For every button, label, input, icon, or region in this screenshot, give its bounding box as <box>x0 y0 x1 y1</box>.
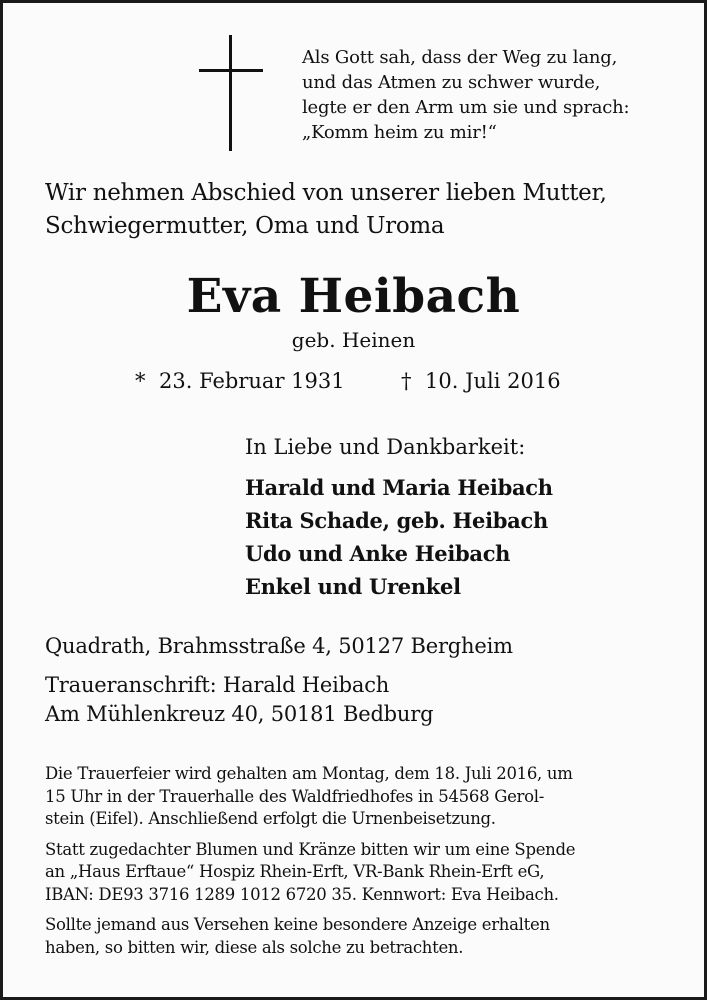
note-line: haben, so bitten wir, diese als solche zu betrachten. <box>45 937 464 957</box>
mourner: Harald und Maria Heibach <box>245 475 553 500</box>
note-line: Statt zugedachter Blumen und Kränze bitten wir um eine Spende <box>45 839 576 859</box>
death-date: 10. Juli 2016 <box>425 369 561 393</box>
latin-cross-icon <box>199 35 263 151</box>
mourning-address-line: Traueranschrift: Harald Heibach <box>45 673 390 697</box>
poem-line: und das Atmen zu schwer wurde, <box>302 72 601 93</box>
mourners-list <box>245 471 553 603</box>
deceased-name: Eva Heibach <box>186 269 521 324</box>
death-date-group <box>401 366 561 396</box>
birth-date: 23. Februar 1931 <box>159 369 345 393</box>
death-dagger-icon: † <box>401 369 412 393</box>
note-line: an „Haus Erftaue“ Hospiz Rhein-Erft, VR-Bank Rhein-Erft eG, <box>45 862 545 881</box>
mourner: Rita Schade, geb. Heibach <box>245 508 548 533</box>
note-line: Sollte jemand aus Versehen keine besondere Anzeige erhalten <box>45 915 550 934</box>
mourner: Enkel und Urenkel <box>245 574 461 599</box>
signoff: In Liebe und Dankbarkeit: <box>245 435 526 459</box>
address-block <box>45 632 513 729</box>
mourner: Udo und Anke Heibach <box>245 541 511 566</box>
poem-line: „Komm heim zu mir!“ <box>302 122 497 143</box>
donation-note <box>45 839 665 907</box>
intro-line: Schwiegermutter, Oma und Uroma <box>45 213 445 239</box>
apology-note <box>45 914 665 959</box>
cross-vertical-bar <box>229 35 232 151</box>
funeral-note <box>45 763 665 831</box>
note-line: stein (Eifel). Anschließend erfolgt die Urnenbeisetzung. <box>45 809 496 828</box>
note-line: 15 Uhr in der Trauerhalle des Waldfriedhofes in 54568 Gerol- <box>45 786 545 806</box>
cross-horizontal-bar <box>199 69 263 72</box>
note-line: IBAN: DE93 3716 1289 1012 6720 35. Kennwort: Eva Heibach. <box>45 884 559 904</box>
notes <box>45 763 665 967</box>
birth-star-icon: * <box>135 369 146 393</box>
maiden-name: geb. Heinen <box>291 328 416 352</box>
note-line: Die Trauerfeier wird gehalten am Montag, dem 18. Juli 2016, um <box>45 764 573 783</box>
residence-address: Quadrath, Brahmsstraße 4, 50127 Bergheim <box>45 634 513 658</box>
poem <box>302 45 629 145</box>
intro-line: Wir nehmen Abschied von unserer lieben Mutter, <box>45 180 607 206</box>
poem-line: Als Gott sah, dass der Weg zu lang, <box>302 47 618 68</box>
birth-date-group <box>135 366 345 396</box>
farewell-intro <box>45 177 607 243</box>
mourning-address-line: Am Mühlenkreuz 40, 50181 Bedburg <box>45 702 434 726</box>
poem-line: legte er den Arm um sie und sprach: <box>302 97 630 118</box>
